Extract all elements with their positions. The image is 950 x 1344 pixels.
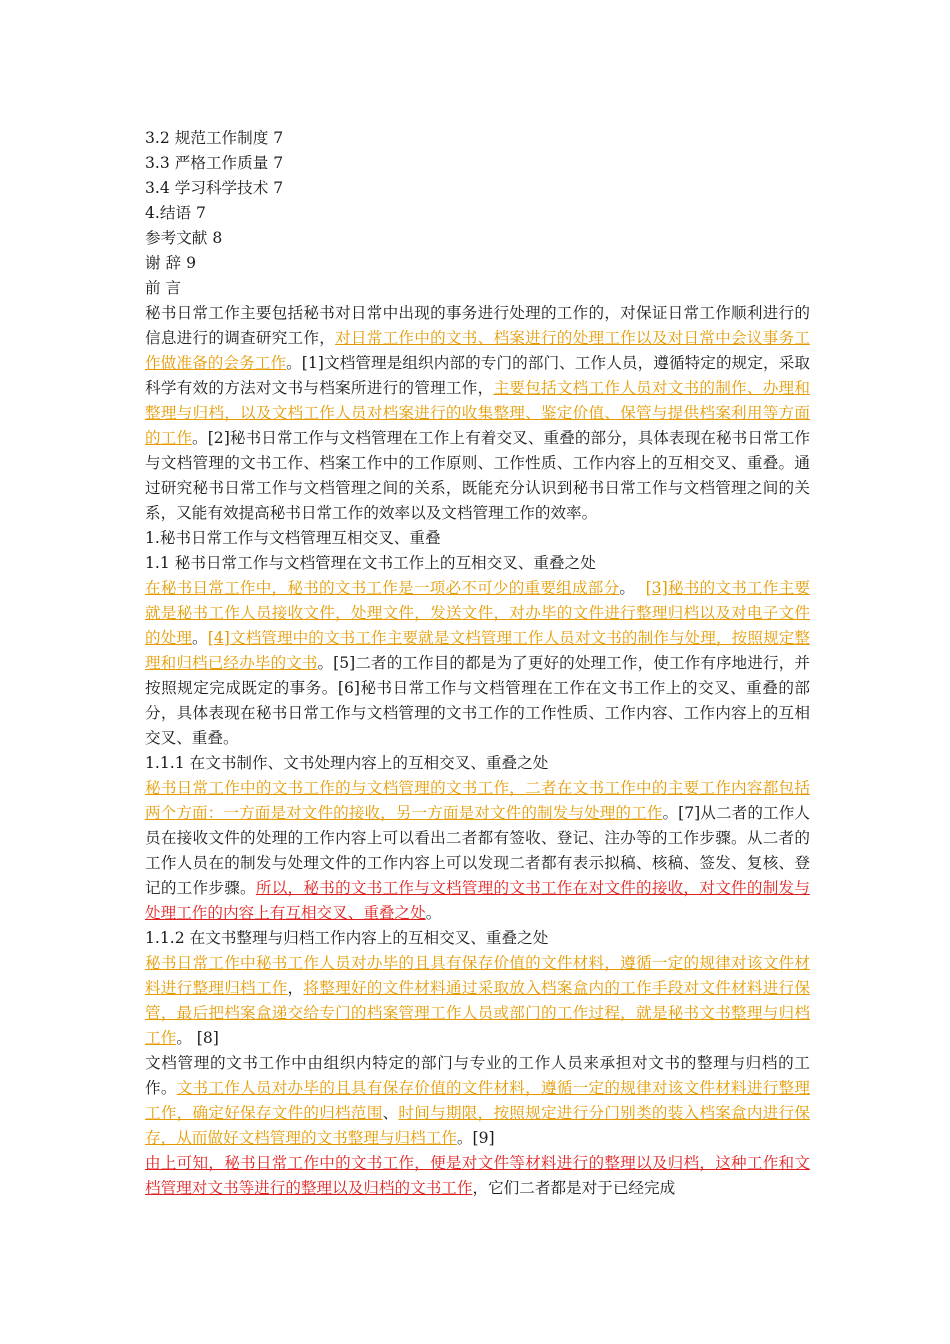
body-paragraph bbox=[145, 576, 810, 751]
red-highlighted-text: 所以，秘书的文书工作与文档管理的文书工作在对文件的接收，对文件的制发与处理工作的内容上有互相交叉、重叠之处 bbox=[145, 879, 810, 922]
red-highlighted-text: 由上可知，秘书日常工作中的文书工作，便是对文件等材料进行的整理以及归档，这种工作和文档管理对文书等进行的整理以及归档的文书工作 bbox=[145, 1154, 810, 1197]
highlighted-text: [4]文档管理中的文书工作主要就是文档管理工作人员对文书的制作与处理，按照规定整理和归档已经办毕的文书 bbox=[145, 629, 810, 672]
text-run: ，它们二者都是对于已经完成 bbox=[472, 1179, 676, 1197]
text-run: 。 bbox=[192, 629, 208, 647]
preface-paragraph bbox=[145, 301, 810, 526]
text-run: 。[2]秘书日常工作与文档管理在工作上有着交叉、重叠的部分，具体表现在秘书日常工作与文档管理的文书工作、档案工作中的工作原则、工作性质、工作内容上的互相交叉、重叠。通过研究秘书日常工作与文档管理之间的关系，既能充分认识到秘书日常工作与文档管理之间的关系，又能有效提高秘书日常工作的效率以及文档管理工作的效率。 bbox=[145, 429, 810, 522]
text-run: 。[7]从二者的工作人员在接收文件的处理的工作内容上可以看出二者都有签收、登记、注办等的工作步骤。从二者的工作人员在的制发与处理文件的工作内容上可以发现二者都有表示拟稿、核稿、签发、复核、登记的工作步骤。 bbox=[145, 804, 810, 897]
highlighted-text: 秘书日常工作中秘书工作人员对办毕的且具有保存价值的文件材料，遵循一定的规律对该文件材料进行整理归档工作 bbox=[145, 954, 810, 997]
text-run: 。 bbox=[619, 579, 646, 597]
highlighted-text: 文书工作人员对办毕的且具有保存价值的文件材料，遵循一定的规律对该文件材料进行整理工作，确定好保存文件的归档范围 bbox=[145, 1079, 810, 1122]
text-run: 、 bbox=[382, 1104, 399, 1122]
text-run: 。[1]文档管理是组织内部的专门的部门、工作人员，遵循特定的规定，采取科学有效的方法对文书与档案所进行的管理工作， bbox=[145, 354, 810, 397]
highlighted-text: 时间与期限，按照规定进行分门别类的装入档案盒内进行保存，从而做好文档管理的文书整理与归档工作 bbox=[145, 1104, 810, 1147]
toc-item: 4.结语 7 bbox=[145, 204, 206, 222]
document-page bbox=[145, 126, 810, 1201]
section-heading: 1.秘书日常工作与文档管理互相交叉、重叠 bbox=[145, 529, 441, 547]
highlighted-text: 将整理好的文件材料通过采取放入档案盒内的工作手段对文件材料进行保管，最后把档案盒递交给专门的档案管理工作人员或部门的工作过程，就是秘书文书整理与归档工作 bbox=[145, 979, 810, 1047]
body-paragraph bbox=[145, 1151, 810, 1201]
text-run: 文档管理的文书工作中由组织内特定的部门与专业的工作人员来承担对文书的整理与归档的工作。 bbox=[145, 1054, 810, 1097]
highlighted-text: 主要包括文档工作人员对文书的制作、办理和整理与归档，以及文档工作人员对档案进行的收集整理、鉴定价值、保管与提供档案利用等方面的工作 bbox=[145, 379, 810, 447]
toc-item: 3.4 学习科学技术 7 bbox=[145, 179, 284, 197]
highlighted-text: 秘书日常工作中的文书工作的与文档管理的文书工作，二者在文书工作中的主要工作内容都包括两个方面：一方面是对文件的接收，另一方面是对文件的制发与处理的工作 bbox=[145, 779, 810, 822]
body-paragraph bbox=[145, 776, 810, 926]
body-paragraph bbox=[145, 951, 810, 1051]
toc-item: 谢 辞 9 bbox=[145, 254, 197, 272]
subsubsection-heading: 1.1.1 在文书制作、文书处理内容上的互相交叉、重叠之处 bbox=[145, 754, 549, 772]
toc-item: 参考文献 8 bbox=[145, 229, 223, 247]
highlighted-text: [3]秘书的文书工作主要就是秘书工作人员接收文件，处理文件，发送文件，对办毕的文件进行整理归档以及对电子文件的处理 bbox=[145, 579, 810, 647]
toc-item: 3.3 严格工作质量 7 bbox=[145, 154, 284, 172]
text-run: 。[9] bbox=[456, 1129, 495, 1147]
text-run: ， bbox=[287, 979, 304, 997]
text-run: 。 [8] bbox=[176, 1029, 219, 1047]
highlighted-text: 在秘书日常工作中，秘书的文书工作是一项必不可少的重要组成部分 bbox=[145, 579, 620, 597]
preface-title: 前 言 bbox=[145, 279, 182, 297]
body-paragraph bbox=[145, 1051, 810, 1151]
subsection-heading: 1.1 秘书日常工作与文档管理在文书工作上的互相交叉、重叠之处 bbox=[145, 554, 596, 572]
text-run: 秘书日常工作主要包括秘书对日常中出现的事务进行处理的工作的，对保证日常工作顺利进行的信息进行的调查研究工作， bbox=[145, 304, 810, 347]
text-run: 。 bbox=[425, 904, 442, 922]
toc-item: 3.2 规范工作制度 7 bbox=[145, 129, 284, 147]
highlighted-text: 对日常工作中的文书、档案进行的处理工作以及对日常中会议事务工作做准备的会务工作 bbox=[145, 329, 810, 372]
subsubsection-heading: 1.1.2 在文书整理与归档工作内容上的互相交叉、重叠之处 bbox=[145, 929, 549, 947]
text-run: 。[5]二者的工作目的都是为了更好的处理工作，使工作有序地进行，并按照规定完成既定的事务。[6]秘书日常工作与文档管理在工作在文书工作上的交叉、重叠的部分，具体表现在秘书日常工作与文档管理的文书工作的工作性质、工作内容、工作内容上的互相交叉、重叠。 bbox=[145, 654, 810, 747]
